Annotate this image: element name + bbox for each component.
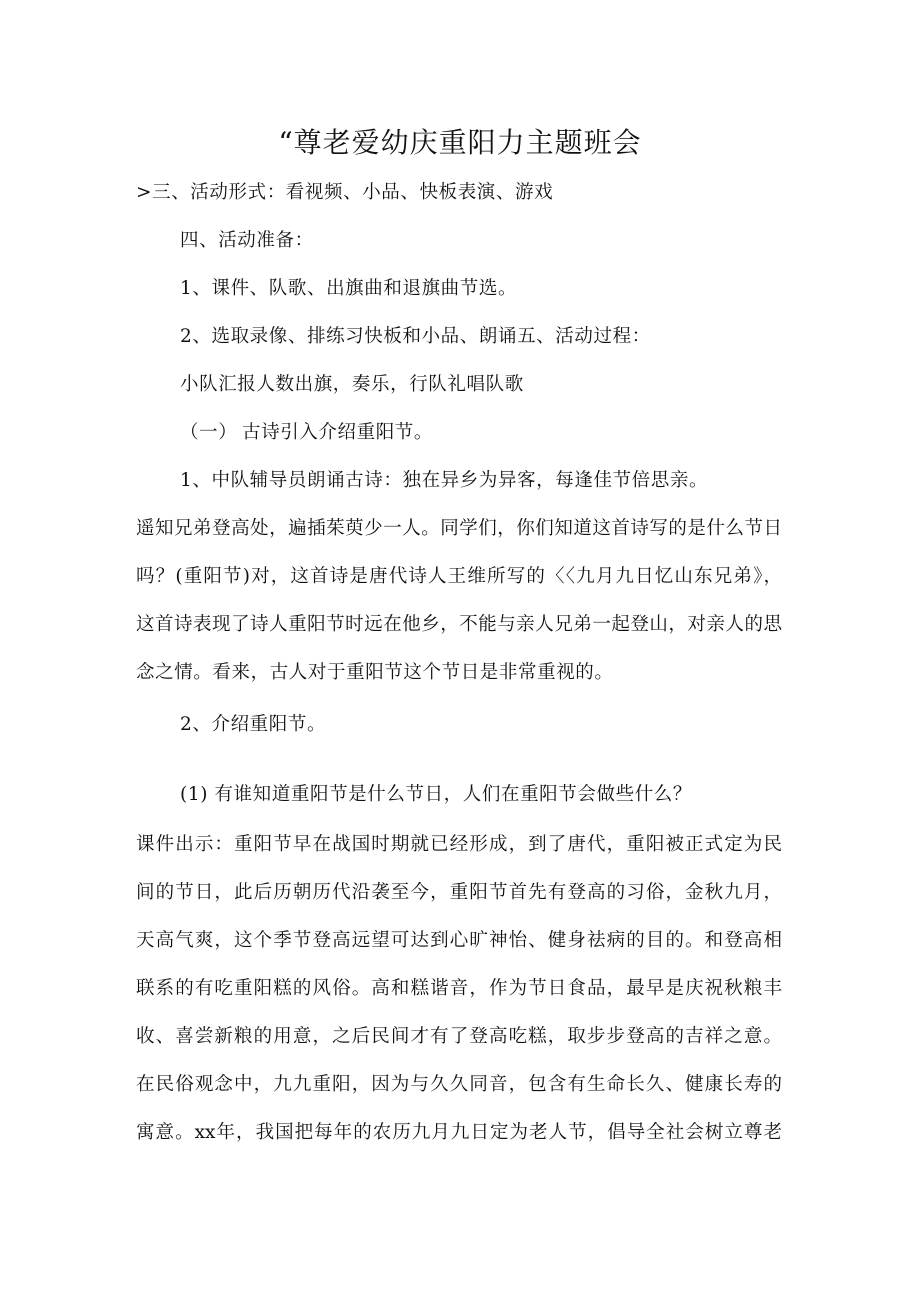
section-one-marker: （一）	[180, 422, 238, 443]
activity-prep-heading: 四、活动准备：	[180, 230, 314, 251]
courseware-line-7: 寓意。xx年，我国把每年的农历九月九日定为老人节，倡导全社会树立尊老	[136, 1122, 782, 1143]
poem-recital-line: 1、中队辅导员朗诵古诗：独在异乡为异客，每逢佳节倍思亲。	[180, 470, 709, 491]
poem-paragraph-line-3: 这首诗表现了诗人重阳节时远在他乡，不能与亲人兄弟一起登山，对亲人的思	[136, 614, 782, 635]
poem-paragraph-line-1: 遥知兄弟登高处，遍插茱萸少一人。同学们，你们知道这首诗写的是什么节日	[136, 518, 782, 539]
process-opening-line: 小队汇报人数出旗，奏乐，行队礼唱队歌	[180, 374, 524, 395]
prep-item-2: 2、选取录像、排练习快板和小品、朗诵五、活动过程：	[180, 326, 651, 347]
section-one-heading: 古诗引入介绍重阳节。	[242, 422, 434, 443]
courseware-line-3: 天高气爽，这个季节登高远望可达到心旷神怡、健身祛病的目的。和登高相	[136, 930, 782, 951]
courseware-line-1: 课件出示：重阳节早在战国时期就已经形成，到了唐代，重阳被正式定为民	[136, 834, 782, 855]
poem-paragraph-line-4: 念之情。看来，古人对于重阳节这个节日是非常重视的。	[136, 662, 614, 683]
poem-paragraph-line-2: 吗？(重阳节)对，这首诗是唐代诗人王维所写的〈〈九月九日忆山东兄弟》，	[136, 566, 782, 587]
courseware-line-4: 联系的有吃重阳糕的风俗。高和糕谐音，作为节日食品，最早是庆祝秋粮丰	[136, 978, 782, 999]
activity-form-line: >三、活动形式：看视频、小品、快板表演、游戏	[136, 182, 554, 203]
prep-item-1: 1、课件、队歌、出旗曲和退旗曲节选。	[180, 278, 518, 299]
document-title: “尊老爱幼庆重阳力主题班会	[278, 126, 642, 159]
courseware-line-2: 间的节日，此后历朝历代沿袭至今，重阳节首先有登高的习俗，金秋九月，	[136, 882, 782, 903]
intro-chongyang-heading: 2、介绍重阳节。	[180, 714, 327, 735]
question-line: (1) 有谁知道重阳节是什么节日，人们在重阳节会做些什么？	[180, 784, 692, 805]
courseware-line-5: 收、喜尝新粮的用意，之后民间才有了登高吃糕，取步步登高的吉祥之意。	[136, 1026, 782, 1047]
courseware-line-6: 在民俗观念中，九九重阳，因为与久久同音，包含有生命长久、健康长寿的	[136, 1074, 782, 1095]
